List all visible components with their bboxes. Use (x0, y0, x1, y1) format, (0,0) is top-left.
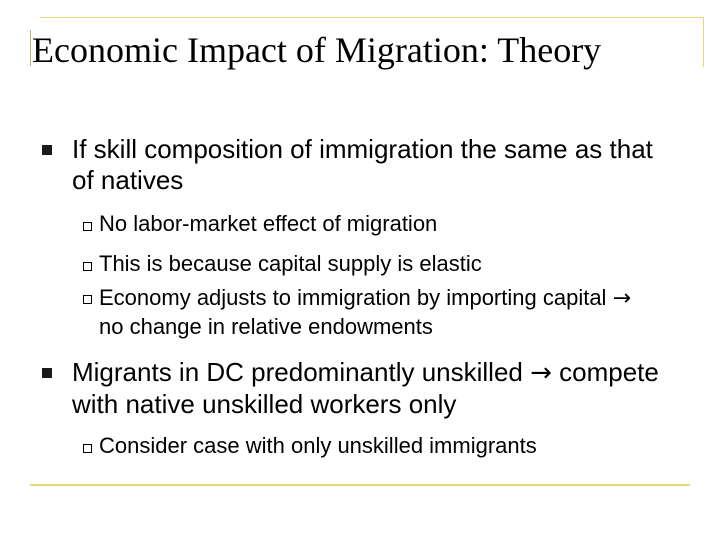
sub-bullet-capital-elastic (99, 250, 689, 278)
bullet-text: If skill composition of immigration the same as that of natives (72, 134, 653, 195)
bullet-text-continued: compete with native unskilled workers only (72, 357, 659, 419)
title-frame-top-line (40, 17, 704, 18)
bullet-skill-composition (72, 134, 672, 196)
sub-bullet-text: No labor-market effect of migration (99, 211, 438, 236)
sub-bullet-text: This is because capital supply is elastic (99, 251, 482, 276)
sub-bullet-text-continued: no change in relative endowments (99, 314, 433, 339)
sub-bullet-no-effect (99, 210, 689, 238)
hollow-square-bullet-icon (83, 295, 92, 304)
bullet-migrants-dc (72, 357, 672, 420)
sub-bullet-unskilled-immigrants (99, 432, 689, 460)
title-frame-left-line (30, 30, 31, 66)
square-bullet-icon (42, 145, 52, 155)
sub-bullet-text: Economy adjusts to immigration by importing capital (99, 285, 607, 310)
hollow-square-bullet-icon (83, 444, 92, 453)
bottom-rule (30, 484, 690, 486)
sub-bullet-economy-adjusts (99, 284, 639, 341)
sub-bullet-text: Consider case with only unskilled immigrants (99, 433, 537, 458)
hollow-square-bullet-icon (83, 222, 92, 231)
square-bullet-icon (42, 368, 52, 378)
right-arrow-icon: → (612, 286, 632, 311)
slide-title: Economic Impact of Migration: Theory (32, 30, 602, 70)
hollow-square-bullet-icon (83, 262, 92, 271)
bullet-text: Migrants in DC predominantly unskilled (72, 357, 523, 387)
right-arrow-icon: → (530, 358, 552, 388)
title-frame-right-line (703, 17, 704, 67)
